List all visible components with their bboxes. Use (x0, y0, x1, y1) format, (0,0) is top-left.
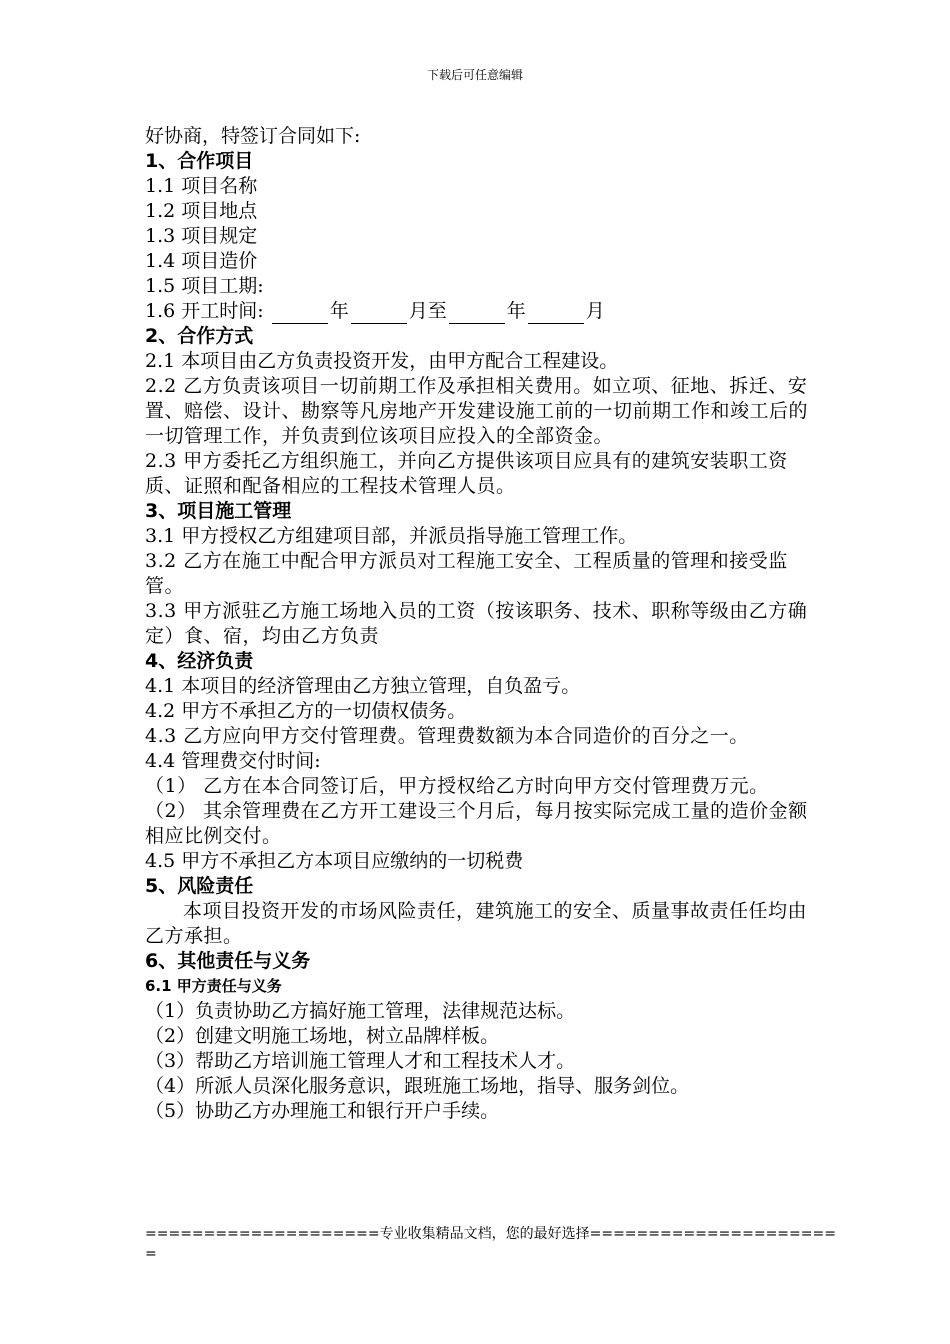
month-label: 月 (585, 300, 605, 322)
item-2-2: 2.2 乙方负责该项目一切前期工作及承担相关费用。如立项、征地、拆迁、安置、赔偿、设计、勘察等凡房地产开发建设施工前的一切前期工作和竣工后的一切管理工作，并负责到位该项目应投入的全部资金。 (145, 375, 809, 447)
section-5-heading: 5、风险责任 (145, 875, 254, 897)
blank-field (528, 305, 584, 324)
item-1-3: 1.3 项目规定 (145, 225, 258, 247)
year-label: 年 (506, 300, 526, 322)
month-to-label: 月至 (408, 300, 447, 322)
item-1-1: 1.1 项目名称 (145, 175, 258, 197)
item-1-2: 1.2 项目地点 (145, 200, 258, 222)
item-2-1: 2.1 本项目由乙方负责投资开发，由甲方配合工程建设。 (145, 350, 619, 372)
item-4-1: 4.1 本项目的经济管理由乙方独立管理，自负盈亏。 (145, 675, 581, 697)
section-6-heading: 6、其他责任与义务 (145, 950, 311, 972)
section-2-heading: 2、合作方式 (145, 325, 254, 347)
item-6-1-1: （1）负责协助乙方搞好施工管理，法律规范达标。 (145, 1000, 576, 1022)
item-4-3: 4.3 乙方应向甲方交付管理费。管理费数额为本合同造价的百分之一。 (145, 725, 749, 747)
section-3-heading: 3、项目施工管理 (145, 500, 292, 522)
item-4-2: 4.2 甲方不承担乙方的一切债权债务。 (145, 700, 467, 722)
item-1-6-label: 1.6 开工时间: (145, 300, 264, 322)
section-1-heading: 1、合作项目 (145, 150, 254, 172)
section-4-heading: 4、经济负责 (145, 650, 254, 672)
section-5-body (145, 899, 815, 949)
item-6-1-4: （4）所派人员深化服务意识，跟班施工场地，指导、服务剑位。 (145, 1075, 690, 1097)
item-3-3: 3.3 甲方派驻乙方施工场地入员的工资（按该职务、技术、职称等级由乙方确定）食、宿，均由乙方负责 (145, 600, 808, 647)
blank-field (272, 305, 328, 324)
item-1-5: 1.5 项目工期: (145, 275, 264, 297)
item-6-1-2: （2）创建文明施工场地，树立品牌样板。 (145, 1025, 500, 1047)
blank-field (351, 305, 407, 324)
blank-field (449, 305, 505, 324)
item-1-6 (145, 299, 815, 324)
page-footer (145, 1224, 836, 1264)
item-1-4: 1.4 项目造价 (145, 250, 258, 272)
footer-line-2: = (145, 1246, 157, 1262)
item-3-1: 3.1 甲方授权乙方组建项目部，并派员指导施工管理工作。 (145, 525, 638, 547)
item-6-1-heading: 6.1 甲方责任与义务 (145, 977, 282, 995)
item-4-4-2: （2） 其余管理费在乙方开工建设三个月后，每月按实际完成工量的造价金额相应比例交付。 (145, 800, 808, 847)
intro-line: 好协商，特签订合同如下: (145, 125, 361, 147)
item-4-5: 4.5 甲方不承担乙方本项目应缴纳的一切税费 (145, 850, 524, 872)
year-label: 年 (329, 300, 349, 322)
item-6-1-5: （5）协助乙方办理施工和银行开户手续。 (145, 1100, 500, 1122)
contract-body (145, 124, 815, 1124)
section-5-text: 本项目投资开发的市场风险责任，建筑施工的安全、质量事故责任任均由乙方承担。 (145, 900, 808, 947)
item-4-4: 4.4 管理费交付时间: (145, 750, 321, 772)
footer-line-1: ====================专业收集精品文档，您的最好选择===================== (145, 1226, 836, 1242)
item-2-3: 2.3 甲方委托乙方组织施工，并向乙方提供该项目应具有的建筑安装职工资质、证照和配备相应的工程技术管理人员。 (145, 450, 788, 497)
page-header: 下载后可任意编辑 (426, 68, 523, 82)
item-4-4-1: （1） 乙方在本合同签订后，甲方授权给乙方时向甲方交付管理费万元。 (145, 775, 769, 797)
item-6-1-3: （3）帮助乙方培训施工管理人才和工程技术人才。 (145, 1050, 576, 1072)
item-3-2: 3.2 乙方在施工中配合甲方派员对工程施工安全、工程质量的管理和接受监管。 (145, 550, 788, 597)
